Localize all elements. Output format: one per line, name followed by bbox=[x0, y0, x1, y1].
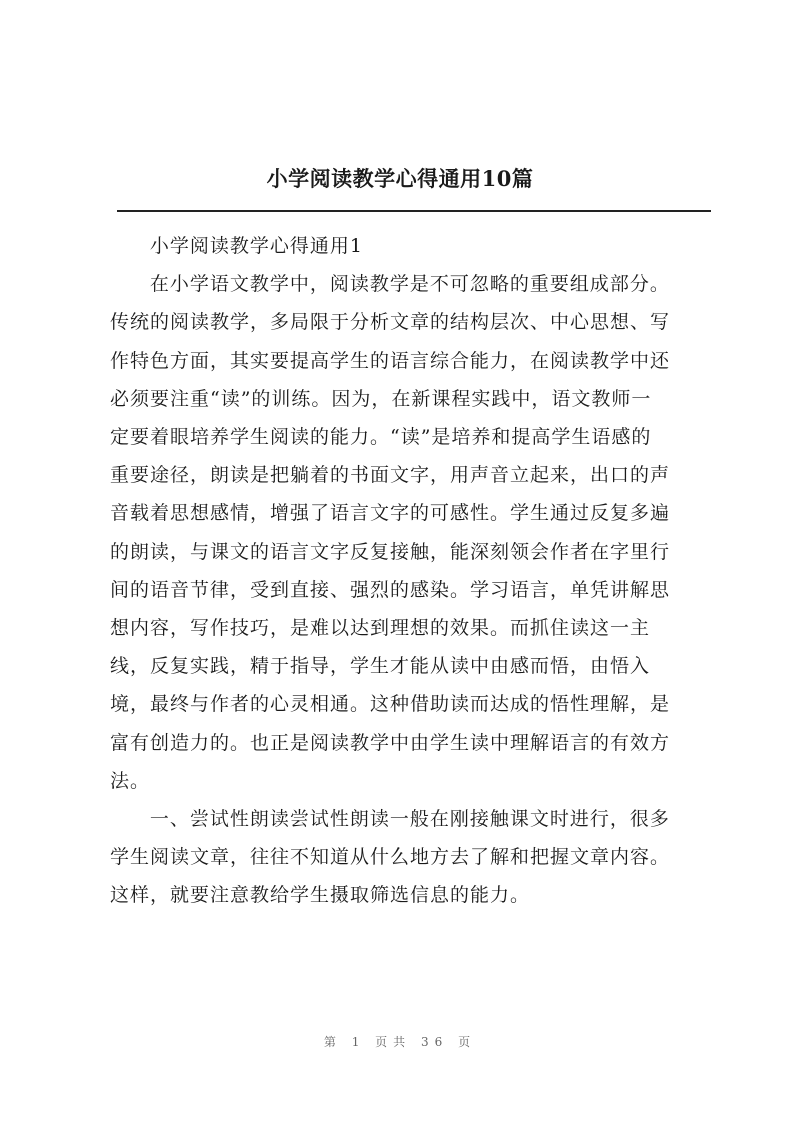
page-title: 小学阅读教学心得通用10篇 bbox=[266, 166, 534, 191]
page-number-footer: 第 1 页共 36 页 bbox=[323, 1035, 477, 1049]
paragraph-line: 重要途径，朗读是把躺着的书面文字，用声音立起来，出口的声 bbox=[110, 464, 671, 487]
paragraph-2 bbox=[110, 800, 710, 915]
paragraph-line: 必须要注重“读”的训练。因为，在新课程实践中，语文教师一 bbox=[110, 387, 652, 410]
section-heading: 小学阅读教学心得通用1 bbox=[149, 235, 363, 257]
paragraph-line: 境，最终与作者的心灵相通。这种借助读而达成的悟性理解，是 bbox=[110, 693, 671, 716]
paragraph-line: 间的语音节律，受到直接、强烈的感染。学习语言，单凭讲解思 bbox=[110, 578, 671, 601]
paragraph-line: 音载着思想感情，增强了语言文字的可感性。学生通过反复多遍 bbox=[110, 502, 671, 525]
paragraph-line: 线，反复实践，精于指导，学生才能从读中由感而悟，由悟入 bbox=[110, 655, 651, 678]
paragraph-line: 这样，就要注意教给学生摄取筛选信息的能力。 bbox=[110, 884, 531, 907]
paragraph-line: 法。 bbox=[110, 769, 151, 792]
paragraph-line: 传统的阅读教学，多局限于分析文章的结构层次、中心思想、写 bbox=[110, 311, 671, 334]
paragraph-line: 在小学语文教学中，阅读教学是不可忽略的重要组成部分。 bbox=[149, 273, 670, 296]
paragraph-1 bbox=[110, 265, 710, 800]
paragraph-line: 想内容，写作技巧，是难以达到理想的效果。而抓住读这一主 bbox=[110, 617, 651, 640]
paragraph-line: 富有创造力的。也正是阅读教学中由学生读中理解语言的有效方 bbox=[110, 731, 671, 754]
paragraph-line: 定要着眼培养学生阅读的能力。“读”是培养和提高学生语感的 bbox=[110, 426, 652, 449]
paragraph-line: 作特色方面，其实要提高学生的语言综合能力，在阅读教学中还 bbox=[110, 349, 671, 372]
paragraph-line: 学生阅读文章，往往不知道从什么地方去了解和把握文章内容。 bbox=[110, 846, 671, 869]
title-underline bbox=[117, 210, 711, 212]
paragraph-line: 一、尝试性朗读尝试性朗读一般在刚接触课文时进行，很多 bbox=[149, 808, 670, 831]
document-body bbox=[110, 227, 710, 915]
paragraph-line: 的朗读，与课文的语言文字反复接触，能深刻领会作者在字里行 bbox=[110, 540, 671, 563]
